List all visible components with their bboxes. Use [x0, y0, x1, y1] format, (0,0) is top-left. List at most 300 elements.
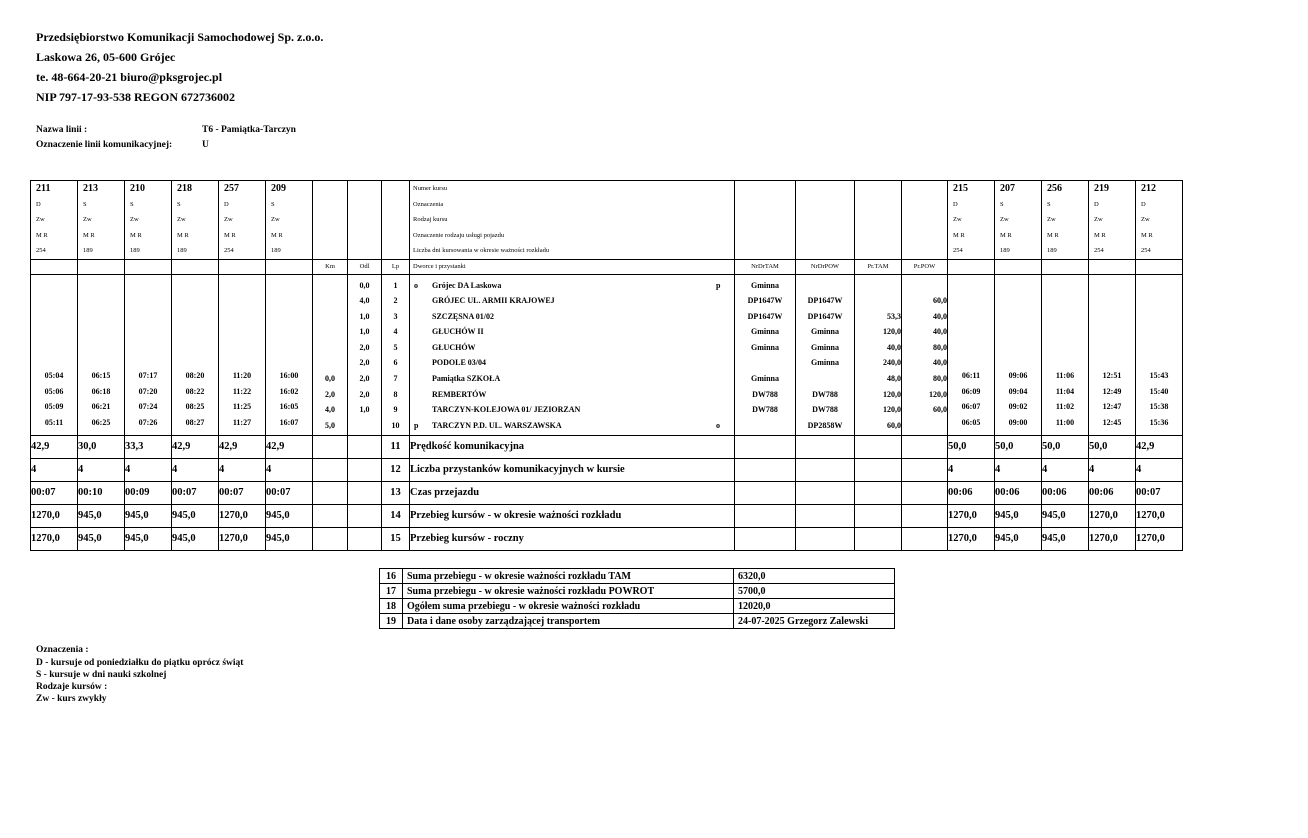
description-label: Numer kursu — [413, 185, 448, 192]
empty-cell — [266, 259, 313, 274]
departure-time: 11:27 — [232, 417, 252, 427]
stop-km: 0,0 — [325, 374, 335, 384]
spacer — [1089, 306, 1135, 322]
stop-nrtam: DW788 — [752, 405, 778, 415]
departure-time: 11:02 — [1055, 402, 1075, 412]
summary-value: 00:06 — [948, 481, 995, 504]
spacer — [948, 275, 994, 291]
summary-value: 00:07 — [219, 481, 266, 504]
departure-time: 11:25 — [232, 402, 252, 412]
spacer — [1136, 321, 1182, 337]
departure-time: 05:11 — [44, 417, 64, 427]
spacer — [948, 321, 994, 337]
spacer — [1089, 290, 1135, 306]
summary-value: 945,0 — [995, 504, 1042, 527]
empty-cell — [31, 259, 78, 274]
stop-odl: 1,0 — [359, 327, 370, 337]
summary-value: 4 — [78, 458, 125, 481]
stop-lp: 6 — [393, 358, 398, 368]
course-days: 189 — [1047, 247, 1057, 254]
spacer — [1042, 290, 1088, 306]
company-address: Laskowa 26, 05-600 Grójec — [36, 50, 176, 64]
stop-lp: 9 — [393, 405, 398, 415]
stop-prpow — [902, 278, 947, 294]
company-name: Przedsiębiorstwo Komunikacji Samochodowej Sp. z.o.o. — [36, 30, 324, 44]
spacer — [266, 337, 312, 353]
stop-prtam: 40,0 — [887, 342, 901, 352]
spacer — [125, 275, 171, 291]
stop-lp: 1 — [393, 280, 398, 290]
summary-value: 945,0 — [78, 527, 125, 550]
course-mark: S — [1047, 200, 1051, 208]
summary-label: Czas przejazdu — [410, 481, 735, 504]
column-nrtam: NrDrTAM — [735, 259, 796, 274]
totals-lp: 18 — [380, 599, 403, 614]
description-label: Oznaczenie rodzaju usługi pojazdu — [413, 231, 505, 239]
stop-row — [410, 418, 734, 434]
stop-odl: 2,0 — [359, 389, 370, 399]
summary-value: 50,0 — [948, 435, 995, 458]
stop-km — [313, 340, 347, 356]
summary-value: 42,9 — [1136, 435, 1183, 458]
totals-row — [380, 614, 895, 629]
summary-lp: 14 — [382, 504, 410, 527]
spacer — [219, 275, 265, 291]
departure-time: 06:21 — [91, 402, 111, 412]
departure-time: 06:07 — [961, 402, 981, 412]
empty-cell — [348, 458, 382, 481]
course-number: 218 — [177, 183, 192, 194]
spacer — [1136, 290, 1182, 306]
departure-time: 06:09 — [961, 386, 981, 396]
spacer — [31, 337, 77, 353]
stop-row — [410, 278, 734, 294]
course-mark: S — [83, 200, 87, 208]
summary-lp: 11 — [382, 435, 410, 458]
departure-time: 12:51 — [1102, 371, 1122, 381]
departure-time: 16:00 — [279, 371, 299, 381]
summary-value: 1270,0 — [219, 527, 266, 550]
course-vehicle: M R — [953, 231, 965, 239]
spacer — [1089, 275, 1135, 291]
empty-cell — [948, 259, 995, 274]
stop-odl — [348, 418, 381, 434]
empty-cell — [796, 481, 855, 504]
empty-cell — [1136, 259, 1183, 274]
departure-time: 11:06 — [1055, 371, 1075, 381]
stop-km — [313, 309, 347, 325]
summary-value: 00:06 — [1042, 481, 1089, 504]
course-number: 256 — [1047, 183, 1062, 194]
spacer — [78, 352, 124, 368]
empty-cell — [313, 504, 348, 527]
stop-prtam: 240,0 — [883, 358, 901, 368]
stop-odl: 2,0 — [359, 358, 370, 368]
course-vehicle: M R — [36, 231, 48, 239]
stop-row — [410, 387, 734, 403]
spacer — [219, 337, 265, 353]
description-label: Oznaczenia — [413, 200, 444, 208]
spacer — [219, 352, 265, 368]
column-nrpow: NrDrPOW — [796, 259, 855, 274]
empty-cell — [78, 259, 125, 274]
stop-nrtam — [735, 355, 795, 371]
empty-cell — [313, 458, 348, 481]
stop-nrtam: DW788 — [752, 389, 778, 399]
departure-time: 16:07 — [279, 417, 299, 427]
summary-value: 42,9 — [219, 435, 266, 458]
course-type: Zw — [130, 216, 139, 223]
stop-nrtam: DP1647W — [747, 311, 783, 321]
stop-prpow: 60,0 — [933, 296, 947, 306]
stop-name: REMBERTÓW — [432, 389, 487, 399]
course-header — [266, 181, 313, 260]
course-type: Zw — [271, 216, 280, 223]
spacer — [1042, 352, 1088, 368]
stop-marker-end: p — [716, 280, 721, 290]
column-odl: Odl — [348, 259, 382, 274]
summary-lp: 12 — [382, 458, 410, 481]
empty-cell — [902, 181, 948, 260]
empty-cell — [902, 481, 948, 504]
stop-prtam: 120,0 — [883, 405, 901, 415]
course-mark: D — [1094, 200, 1099, 208]
column-prpow: Pr.POW — [902, 259, 948, 274]
spacer — [219, 290, 265, 306]
stops-odl-column — [348, 274, 382, 435]
summary-value: 1270,0 — [31, 527, 78, 550]
spacer — [995, 290, 1041, 306]
timetable — [30, 180, 1183, 551]
course-header — [1042, 181, 1089, 260]
stop-km — [313, 355, 347, 371]
summary-value: 4 — [172, 458, 219, 481]
totals-value: 6320,0 — [734, 569, 895, 584]
spacer — [995, 275, 1041, 291]
empty-cell — [735, 435, 796, 458]
summary-value: 50,0 — [995, 435, 1042, 458]
departure-time: 12:45 — [1102, 417, 1122, 427]
spacer — [1136, 275, 1182, 291]
summary-row — [31, 435, 1183, 458]
company-contact: te. 48-664-20-21 biuro@pksgrojec.pl — [36, 70, 223, 84]
stops-nrpow-column — [796, 274, 855, 435]
course-type: Zw — [83, 216, 92, 223]
departure-time: 08:20 — [185, 371, 205, 381]
stop-prtam: 120,0 — [883, 389, 901, 399]
spacer — [266, 352, 312, 368]
spacer — [31, 290, 77, 306]
course-mark: D — [36, 200, 41, 208]
stop-name: PODOLE 03/04 — [432, 358, 487, 368]
course-header — [1089, 181, 1136, 260]
empty-cell — [125, 259, 172, 274]
stop-nrpow: DP1647W — [807, 311, 843, 321]
empty-cell — [796, 504, 855, 527]
totals-row — [380, 599, 895, 614]
legend-d: D - kursuje od poniedziałku do piątku oprócz świąt — [36, 658, 244, 668]
course-vehicle: M R — [83, 231, 95, 239]
stop-name: GRÓJEC UL. ARMII KRAJOWEJ — [432, 296, 555, 306]
empty-cell — [796, 435, 855, 458]
course-number: 210 — [130, 183, 145, 194]
departure-time: 12:49 — [1102, 386, 1122, 396]
course-days: 254 — [1141, 247, 1151, 254]
spacer — [266, 275, 312, 291]
course-header-row — [31, 181, 1183, 260]
stop-odl: 0,0 — [359, 280, 370, 290]
summary-value: 4 — [995, 458, 1042, 481]
departure-time: 09:02 — [1008, 402, 1028, 412]
course-type: Zw — [1141, 216, 1150, 223]
spacer — [995, 306, 1041, 322]
course-days: 254 — [224, 247, 234, 254]
course-type: Zw — [224, 216, 233, 223]
course-vehicle: M R — [1000, 231, 1012, 239]
course-header — [1136, 181, 1183, 260]
stop-nrtam: Gminna — [750, 280, 779, 290]
course-header — [948, 181, 995, 260]
course-days: 189 — [130, 247, 140, 254]
stop-nrtam — [735, 418, 795, 434]
course-mark: S — [130, 200, 134, 208]
course-days: 189 — [271, 247, 281, 254]
course-type: Zw — [177, 216, 186, 223]
summary-value: 945,0 — [1042, 527, 1089, 550]
totals-label: Data i dane osoby zarządzającej transportem — [403, 614, 734, 629]
summary-value: 42,9 — [172, 435, 219, 458]
stop-lp: 8 — [393, 389, 398, 399]
totals-label: Suma przebiegu - w okresie ważności rozkładu POWROT — [403, 584, 734, 599]
empty-cell — [902, 504, 948, 527]
totals-label: Ogółem suma przebiegu - w okresie ważności rozkładu — [403, 599, 734, 614]
spacer — [219, 321, 265, 337]
stops-prtam-column — [855, 274, 902, 435]
empty-cell — [735, 527, 796, 550]
spacer — [31, 306, 77, 322]
empty-cell — [796, 181, 855, 260]
departure-time: 09:04 — [1008, 386, 1028, 396]
course-days: 254 — [953, 247, 963, 254]
summary-label: Przebieg kursów - w okresie ważności rozkładu — [410, 504, 735, 527]
departure-time: 09:00 — [1008, 417, 1028, 427]
stop-name: GŁUCHÓW II — [432, 327, 484, 337]
spacer — [1089, 352, 1135, 368]
spacer — [172, 275, 218, 291]
stop-km: 5,0 — [325, 420, 335, 430]
summary-value: 945,0 — [172, 527, 219, 550]
stop-nrpow: Gminna — [810, 327, 839, 337]
spacer — [948, 352, 994, 368]
stop-prpow — [902, 418, 947, 434]
summary-value: 00:09 — [125, 481, 172, 504]
spacer — [78, 290, 124, 306]
course-times — [125, 274, 172, 435]
summary-value: 1270,0 — [948, 527, 995, 550]
summary-value: 4 — [31, 458, 78, 481]
course-type: Zw — [953, 216, 962, 223]
course-mark: S — [1000, 200, 1004, 208]
course-header — [995, 181, 1042, 260]
stops-km-column — [313, 274, 348, 435]
empty-cell — [902, 527, 948, 550]
departure-time: 16:02 — [279, 386, 299, 396]
summary-row — [31, 458, 1183, 481]
course-times — [948, 274, 995, 435]
summary-value: 30,0 — [78, 435, 125, 458]
spacer — [78, 321, 124, 337]
departure-time: 05:04 — [44, 371, 64, 381]
spacer — [266, 321, 312, 337]
course-mark: S — [271, 200, 275, 208]
course-header — [125, 181, 172, 260]
spacer — [1136, 352, 1182, 368]
stop-marker-start: p — [414, 420, 419, 430]
course-days: 254 — [1094, 247, 1104, 254]
spacer — [78, 337, 124, 353]
stop-prtam: 60,0 — [887, 420, 901, 430]
summary-label: Liczba przystanków komunikacyjnych w kursie — [410, 458, 735, 481]
summary-value: 00:10 — [78, 481, 125, 504]
spacer — [1042, 306, 1088, 322]
course-vehicle: M R — [224, 231, 236, 239]
departure-time: 15:43 — [1149, 371, 1169, 381]
summary-value: 00:07 — [266, 481, 313, 504]
course-times — [1089, 274, 1136, 435]
spacer — [995, 321, 1041, 337]
stop-prtam — [855, 278, 901, 294]
description-label: Rodzaj kursu — [413, 216, 448, 223]
spacer — [125, 321, 171, 337]
stop-km: 4,0 — [325, 405, 335, 415]
departure-time: 08:22 — [185, 386, 205, 396]
departure-time: 08:27 — [185, 417, 205, 427]
stop-nrpow: DW788 — [812, 405, 838, 415]
spacer — [948, 306, 994, 322]
summary-value: 945,0 — [266, 504, 313, 527]
empty-cell — [219, 259, 266, 274]
departure-time: 08:25 — [185, 402, 205, 412]
summary-value: 00:07 — [172, 481, 219, 504]
stop-odl: 2,0 — [359, 342, 370, 352]
departure-time: 15:40 — [1149, 386, 1169, 396]
stop-nrtam: DP1647W — [747, 296, 783, 306]
column-stops: Dworce i przystanki — [410, 259, 735, 274]
stop-name: Pamiątka SZKOŁA — [432, 374, 501, 384]
company-ids: NIP 797-17-93-538 REGON 672736002 — [36, 90, 235, 104]
empty-cell — [855, 181, 902, 260]
stop-odl: 1,0 — [359, 311, 370, 321]
stop-name: TARCZYN-KOLEJOWA 01/ JEZIORZAN — [432, 405, 581, 415]
summary-value: 42,9 — [31, 435, 78, 458]
empty-cell — [902, 435, 948, 458]
summary-value: 00:06 — [995, 481, 1042, 504]
course-number: 212 — [1141, 183, 1156, 194]
totals-lp: 17 — [380, 584, 403, 599]
stop-row — [410, 340, 734, 356]
empty-cell — [382, 181, 410, 260]
stop-name: TARCZYN P.D. UL. WARSZAWSKA — [432, 420, 562, 430]
summary-value: 42,9 — [266, 435, 313, 458]
totals-value: 24-07-2025 Grzegorz Zalewski — [734, 614, 895, 629]
spacer — [1136, 306, 1182, 322]
stop-prpow: 40,0 — [933, 327, 947, 337]
course-mark: D — [224, 200, 229, 208]
course-mark: S — [177, 200, 181, 208]
summary-value: 1270,0 — [1136, 504, 1183, 527]
spacer — [172, 321, 218, 337]
spacer — [995, 352, 1041, 368]
empty-cell — [855, 481, 902, 504]
summary-value: 1270,0 — [948, 504, 995, 527]
summary-value: 4 — [125, 458, 172, 481]
stop-km — [313, 278, 347, 294]
course-vehicle: M R — [1141, 231, 1153, 239]
stop-nrtam: Gminna — [750, 342, 779, 352]
line-name-label: Nazwa linii : — [36, 125, 88, 135]
stop-name: GŁUCHÓW — [432, 342, 476, 352]
stop-nrpow — [796, 278, 854, 294]
empty-cell — [348, 504, 382, 527]
summary-value: 4 — [948, 458, 995, 481]
stop-row — [410, 293, 734, 309]
stop-lp: 2 — [393, 296, 398, 306]
course-number: 211 — [36, 183, 51, 194]
summary-value: 945,0 — [266, 527, 313, 550]
stop-nrpow: DW788 — [812, 389, 838, 399]
summary-value: 00:07 — [1136, 481, 1183, 504]
empty-cell — [902, 458, 948, 481]
stop-nrpow: Gminna — [810, 358, 839, 368]
stops-lp-column — [382, 274, 410, 435]
empty-cell — [348, 481, 382, 504]
empty-cell — [313, 181, 348, 260]
stop-nrtam: Gminna — [750, 327, 779, 337]
empty-cell — [995, 259, 1042, 274]
empty-cell — [172, 259, 219, 274]
departure-time: 07:17 — [138, 371, 158, 381]
legend-types-title: Rodzaje kursów : — [36, 682, 108, 692]
totals-lp: 16 — [380, 569, 403, 584]
totals-row — [380, 584, 895, 599]
summary-row — [31, 527, 1183, 550]
course-vehicle: M R — [177, 231, 189, 239]
empty-cell — [313, 435, 348, 458]
course-times — [78, 274, 125, 435]
summary-lp: 15 — [382, 527, 410, 550]
column-lp: Lp — [382, 259, 410, 274]
course-mark: D — [953, 200, 958, 208]
stop-row — [410, 402, 734, 418]
stop-odl: 2,0 — [359, 374, 370, 384]
departure-time: 06:15 — [91, 371, 111, 381]
course-days: 189 — [177, 247, 187, 254]
empty-cell — [313, 527, 348, 550]
stop-lp: 4 — [393, 327, 398, 337]
empty-cell — [796, 527, 855, 550]
summary-value: 4 — [1089, 458, 1136, 481]
departure-time: 06:18 — [91, 386, 111, 396]
spacer — [1089, 337, 1135, 353]
departure-time: 11:22 — [232, 386, 252, 396]
column-label-row — [31, 259, 1183, 274]
course-type: Zw — [1000, 216, 1009, 223]
course-number: 207 — [1000, 183, 1015, 194]
totals-lp: 19 — [380, 614, 403, 629]
spacer — [266, 290, 312, 306]
spacer — [172, 352, 218, 368]
empty-cell — [348, 435, 382, 458]
